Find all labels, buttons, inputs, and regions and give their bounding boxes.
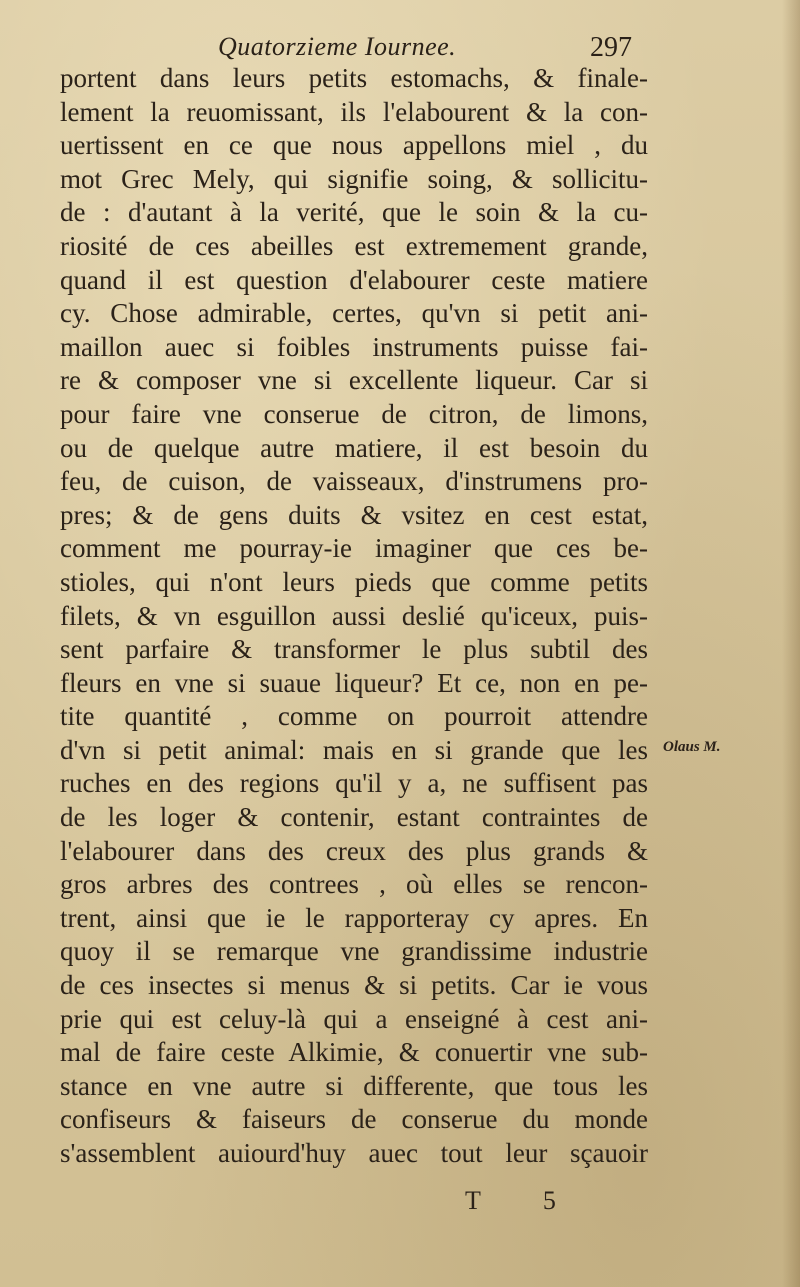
- text-line: lement la reuomissant, ils l'elabourent & la con-: [60, 96, 648, 127]
- body-text: [60, 62, 648, 1171]
- text-line: re & composer vne si excellente liqueur. Car si: [60, 365, 648, 396]
- text-line: s'assemblent auiourd'huy auec tout leur sçauoir: [60, 1138, 648, 1168]
- text-line: mot Grec Mely, qui signifie soing, & sollicitu-: [60, 163, 648, 194]
- text-line: stioles, qui n'ont leurs pieds que comme petits: [60, 566, 648, 597]
- text-line: de les loger & contenir, estant contraintes de: [60, 802, 648, 833]
- text-line: pres; & de gens duits & vsitez en cest estat,: [60, 499, 648, 530]
- text-line: cy. Chose admirable, certes, qu'vn si petit ani-: [60, 298, 648, 329]
- text-line: prie qui est celuy-là qui a enseigné à cest ani-: [60, 1003, 648, 1034]
- text-line: riosité de ces abeilles est extremement grande,: [60, 230, 648, 261]
- text-line: tite quantité , comme on pourroit attendre: [60, 701, 648, 732]
- text-line: pour faire vne conserue de citron, de limons,: [60, 398, 648, 429]
- text-line: portent dans leurs petits estomachs, & finale-: [60, 63, 648, 93]
- text-line: de : d'autant à la verité, que le soin & la cu-: [60, 197, 648, 228]
- text-line: feu, de cuison, de vaisseaux, d'instrumens pro-: [60, 466, 648, 497]
- text-line: d'vn si petit animal: mais en si grande que les: [60, 734, 648, 765]
- text-line: stance en vne autre si differente, que tous les: [60, 1070, 648, 1101]
- text-line: confiseurs & faiseurs de conserue du monde: [60, 1104, 648, 1135]
- margin-note: Olaus M.: [663, 739, 721, 755]
- signature-mark: T 5: [465, 1186, 584, 1215]
- page-number: 297: [590, 32, 632, 63]
- running-title: Quatorzieme Iournee.: [218, 32, 457, 61]
- text-line: de ces insectes si menus & si petits. Car ie vous: [60, 970, 648, 1001]
- text-line: quand il est question d'elabourer ceste matiere: [60, 264, 648, 295]
- text-line: quoy il se remarque vne grandissime industrie: [60, 936, 648, 967]
- text-line: sent parfaire & transformer le plus subtil des: [60, 634, 648, 665]
- text-line: ou de quelque autre matiere, il est besoin du: [60, 432, 648, 463]
- text-line: l'elabourer dans des creux des plus grands &: [60, 835, 648, 866]
- text-line: uertissent en ce que nous appellons miel , du: [60, 130, 648, 161]
- text-line: gros arbres des contrees , où elles se rencon-: [60, 869, 648, 900]
- text-line: mal de faire ceste Alkimie, & conuertir vne sub-: [60, 1037, 648, 1068]
- text-line: fleurs en vne si suaue liqueur? Et ce, non en pe-: [60, 667, 648, 698]
- text-line: ruches en des regions qu'il y a, ne suffisent pas: [60, 768, 648, 799]
- text-line: maillon auec si foibles instruments puisse fai-: [60, 331, 648, 362]
- text-line: comment me pourray-ie imaginer que ces be-: [60, 533, 648, 564]
- text-line: filets, & vn esguillon aussi deslié qu'iceux, puis-: [60, 600, 648, 631]
- text-line: trent, ainsi que ie le rapporteray cy apres. En: [60, 902, 648, 933]
